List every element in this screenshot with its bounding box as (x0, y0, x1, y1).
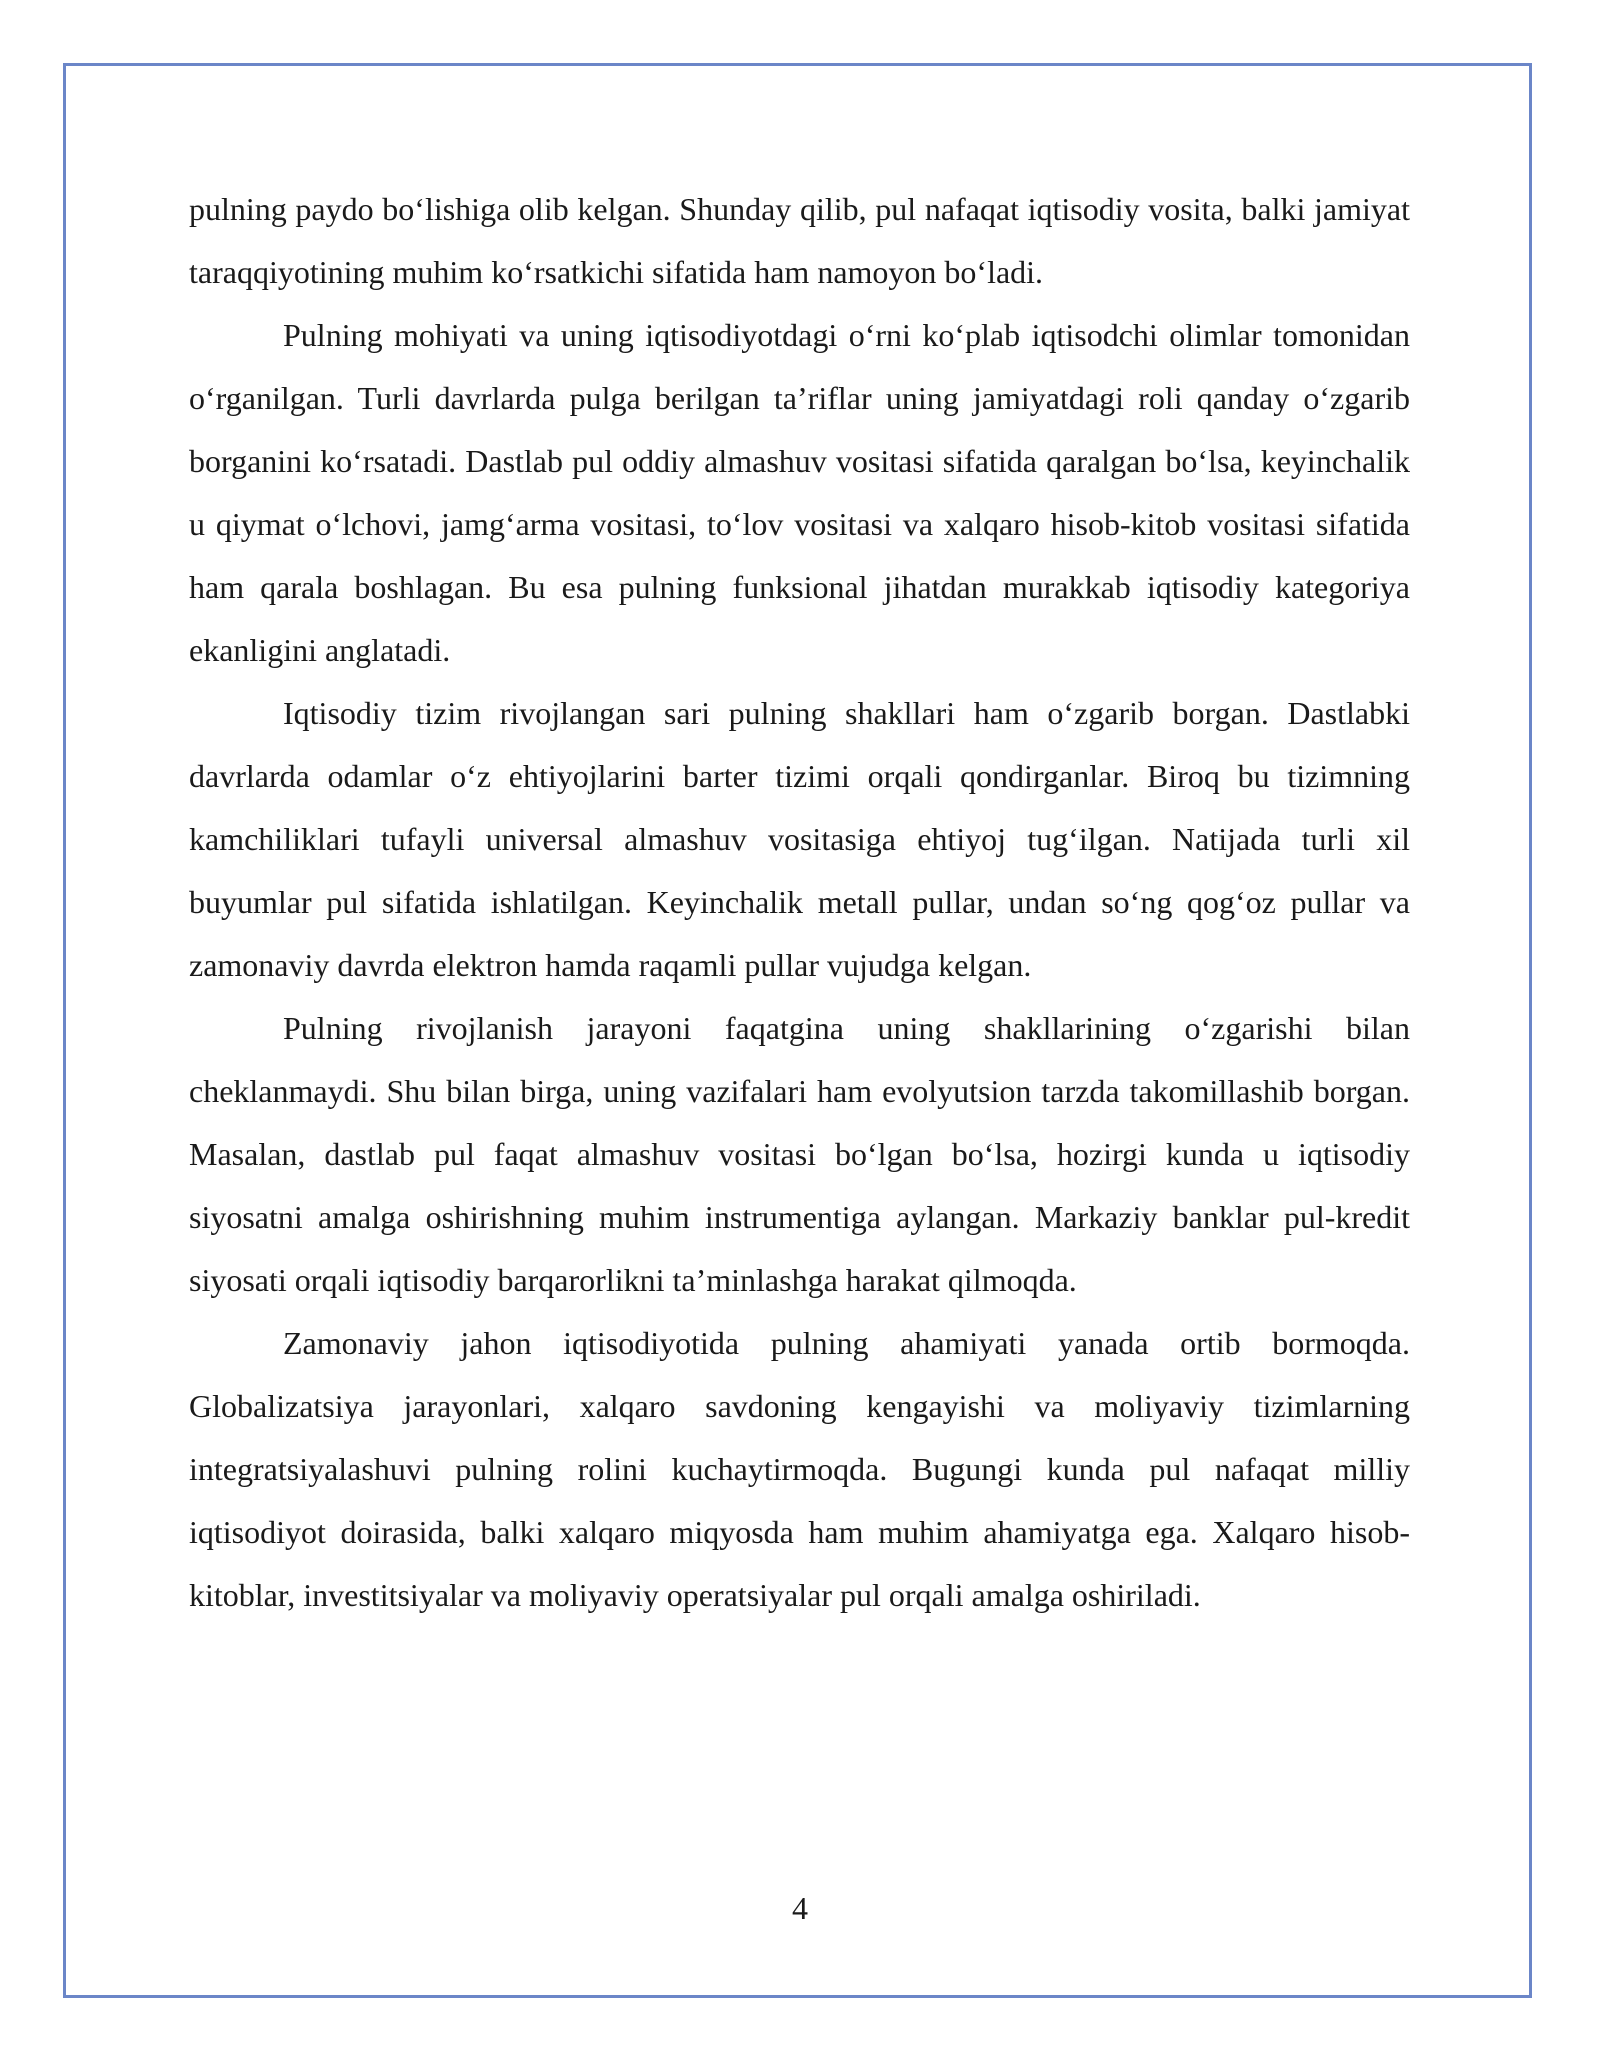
paragraph: Pulning rivojlanish jarayoni faqatgina uning shakllarining o‘zgarishi bilan cheklanmaydi. Shu bilan birga, uning vazifalari ham evolyutsion tarzda takomillashib borgan. Masalan, dastlab pul faqat almashuv vositasi bo‘lgan bo‘lsa, hozirgi kunda u iqtisodiy siyosatni amalga oshirishning muhim instrumentiga aylangan. Markaziy banklar pul-kredit siyosati orqali iqtisodiy barqarorlikni ta’minlashga harakat qilmoqda. (189, 1010, 1410, 1298)
paragraph-continuation: pulning paydo bo‘lishiga olib kelgan. Shunday qilib, pul nafaqat iqtisodiy vosita, balki jamiyat taraqqiyotining muhim ko‘rsatkichi sifatida ham namoyon bo‘ladi. (189, 191, 1410, 290)
paragraph: Pulning mohiyati va uning iqtisodiyotdagi o‘rni ko‘plab iqtisodchi olimlar tomonidan o‘rganilgan. Turli davrlarda pulga berilgan ta’riflar uning jamiyatdagi roli qanday o‘zgarib borganini ko‘rsatadi. Dastlab pul oddiy almashuv vositasi sifatida qaralgan bo‘lsa, keyinchalik u qiymat o‘lchovi, jamg‘arma vositasi, to‘lov vositasi va xalqaro hisob-kitob vositasi sifatida ham qarala boshlagan. Bu esa pulning funksional jihatdan murakkab iqtisodiy kategoriya ekanligini anglatadi. (189, 317, 1410, 668)
document-body (189, 178, 1410, 1627)
page-number: 4 (792, 1890, 808, 1926)
paragraph: Iqtisodiy tizim rivojlangan sari pulning shakllari ham o‘zgarib borgan. Dastlabki davrlarda odamlar o‘z ehtiyojlarini barter tizimi orqali qondirganlar. Biroq bu tizimning kamchiliklari tufayli universal almashuv vositasiga ehtiyoj tug‘ilgan. Natijada turli xil buyumlar pul sifatida ishlatilgan. Keyinchalik metall pullar, undan so‘ng qog‘oz pullar va zamonaviy davrda elektron hamda raqamli pullar vujudga kelgan. (189, 695, 1410, 983)
paragraph: Zamonaviy jahon iqtisodiyotida pulning ahamiyati yanada ortib bormoqda. Globalizatsiya jarayonlari, xalqaro savdoning kengayishi va moliyaviy tizimlarning integratsiyalashuvi pulning rolini kuchaytirmoqda. Bugungi kunda pul nafaqat milliy iqtisodiyot doirasida, balki xalqaro miqyosda ham muhim ahamiyatga ega. Xalqaro hisob-kitoblar, investitsiyalar va moliyaviy operatsiyalar pul orqali amalga oshiriladi. (189, 1325, 1410, 1613)
